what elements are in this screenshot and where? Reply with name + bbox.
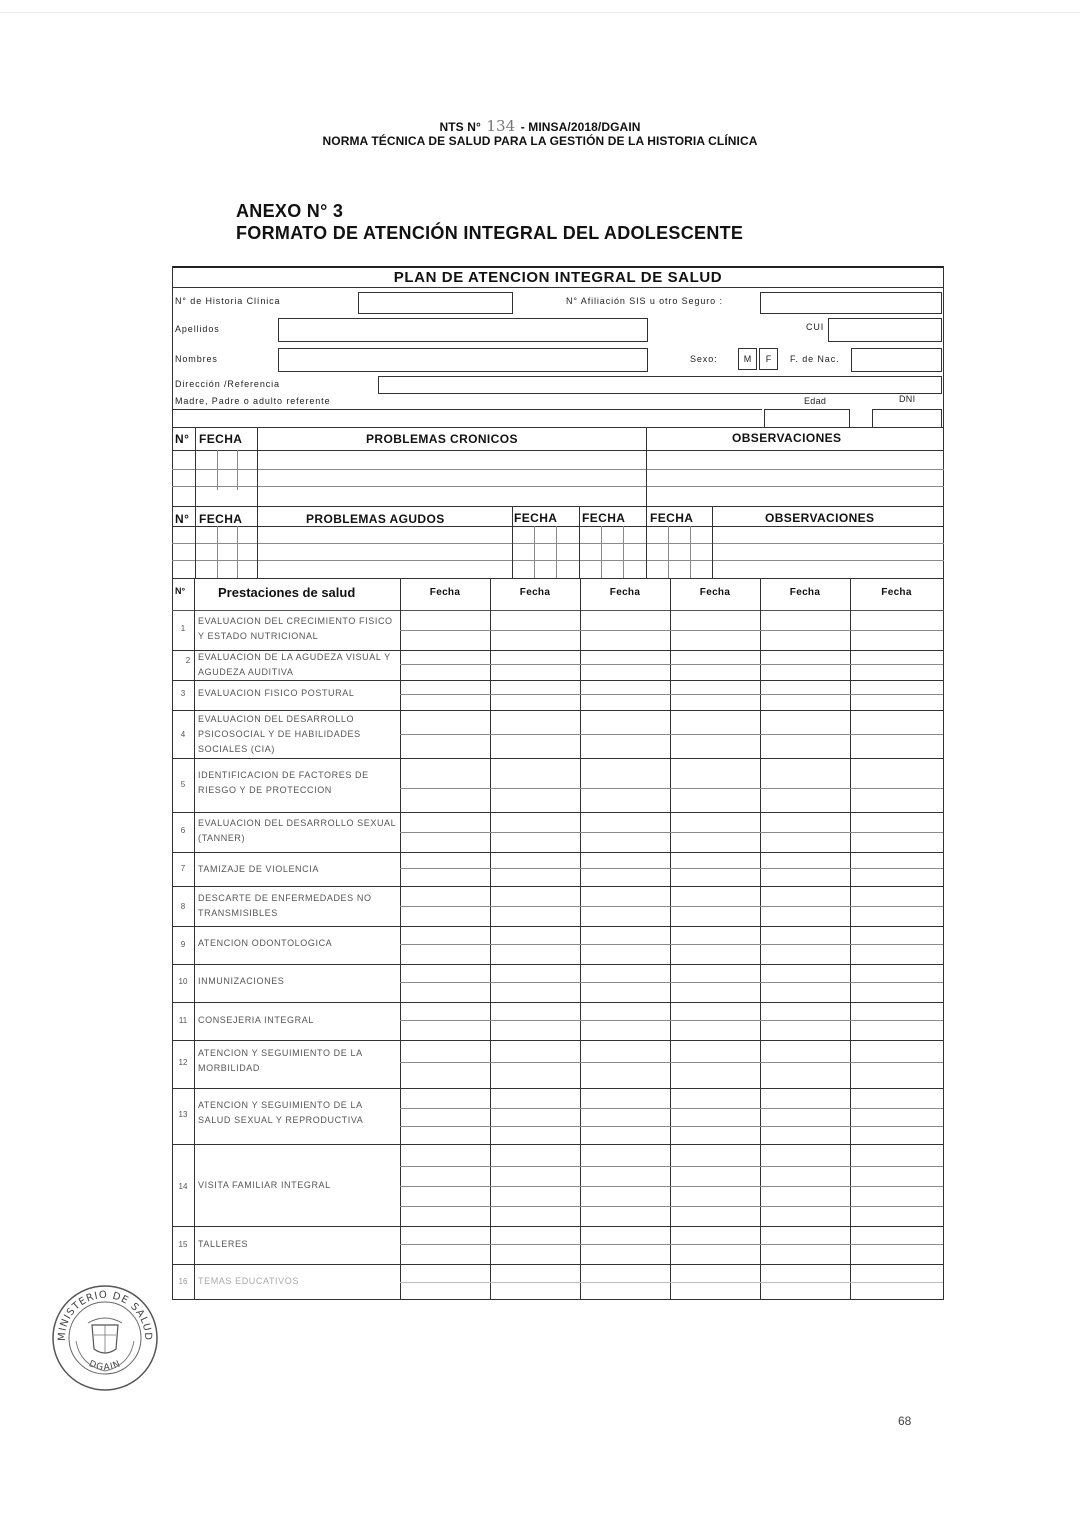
agudos-col-line <box>257 506 258 578</box>
frame-bottom <box>172 1299 944 1300</box>
service-label: EVALUACION DEL DESARROLLO PSICOSOCIAL Y DE HABILIDADES SOCIALES (CIA) <box>198 714 361 754</box>
agudos-fecha2-header: FECHA <box>514 511 558 525</box>
date-header-1: Fecha <box>429 587 461 598</box>
fecha-nac-input[interactable] <box>851 348 942 372</box>
norm-number-handwritten: 134 <box>486 117 516 135</box>
service-label: TALLERES <box>198 1239 249 1249</box>
referente-line <box>172 409 762 410</box>
agudos-header-line <box>172 526 944 527</box>
agudos-observaciones-header: OBSERVACIONES <box>765 511 875 525</box>
cronicos-date-tick <box>217 450 218 490</box>
date-header-5: Fecha <box>789 587 821 598</box>
prestaciones-num-col-line <box>194 578 195 1300</box>
prestaciones-date-col-line <box>580 578 581 1300</box>
cronicos-header-line <box>172 450 944 451</box>
direccion-input[interactable] <box>378 376 942 394</box>
service-number: 10 <box>178 977 188 986</box>
agudos-col-line <box>712 506 713 578</box>
seal-wreath <box>88 1318 122 1323</box>
service-number: 7 <box>180 864 186 873</box>
sexo-f-label: F <box>765 354 772 364</box>
service-subline <box>400 1282 943 1283</box>
service-row-line <box>172 852 944 853</box>
service-label: EVALUACION DE LA AGUDEZA VISUAL Y AGUDEZA AUDITIVA <box>198 652 391 677</box>
service-label: ATENCION Y SEGUIMIENTO DE LA MORBILIDAD <box>198 1048 363 1073</box>
cronicos-row-line <box>172 469 944 470</box>
direccion-label: Dirección /Referencia <box>175 379 280 389</box>
service-number: 12 <box>178 1058 188 1067</box>
page-number: 68 <box>898 1414 912 1428</box>
cronicos-num-header: N° <box>175 432 190 446</box>
afiliacion-input[interactable] <box>760 292 942 314</box>
service-subline <box>400 1062 943 1063</box>
cronicos-problemas-header: PROBLEMAS CRONICOS <box>366 432 518 446</box>
cronicos-col-line <box>195 427 196 507</box>
service-row-line <box>172 1040 944 1041</box>
service-number: 6 <box>180 826 186 835</box>
prestaciones-header-line <box>172 610 944 611</box>
prestaciones-header: Prestaciones de salud <box>218 585 356 600</box>
cronicos-col-line <box>257 427 258 507</box>
service-subline <box>400 982 943 983</box>
agudos-date-tick <box>623 526 624 578</box>
service-number: 14 <box>178 1182 188 1191</box>
service-subline <box>400 734 943 735</box>
cronicos-col-line <box>646 427 647 507</box>
agudos-fecha3-header: FECHA <box>582 511 626 525</box>
service-label: EVALUACION FISICO POSTURAL <box>198 688 355 698</box>
service-label: VISITA FAMILIAR INTEGRAL <box>198 1180 331 1190</box>
referente-label: Madre, Padre o adulto referente <box>175 396 331 406</box>
seal-shield-divider <box>94 1325 116 1353</box>
agudos-date-tick <box>534 526 535 578</box>
service-subline <box>400 832 943 833</box>
service-row-line <box>172 926 944 927</box>
norm-prefix: NTS N° <box>439 120 481 134</box>
agudos-col-line <box>579 506 580 578</box>
service-row-line <box>172 1002 944 1003</box>
service-subline <box>400 1126 943 1127</box>
norm-title: NORMA TÉCNICA DE SALUD PARA LA GESTIÓN DE LA HISTORIA CLÍNICA <box>322 134 758 148</box>
service-number: 1 <box>180 624 186 633</box>
service-subline <box>400 1108 943 1109</box>
service-number: 4 <box>180 730 186 739</box>
service-number: 9 <box>180 940 186 949</box>
service-number: 3 <box>180 689 186 698</box>
cronicos-bottom-line <box>172 506 944 507</box>
service-row-line <box>172 964 944 965</box>
agudos-row-line <box>172 543 944 544</box>
service-subline <box>400 906 943 907</box>
sexo-label: Sexo: <box>690 354 718 364</box>
ministry-seal <box>50 1283 160 1393</box>
cronicos-row-line <box>172 486 944 487</box>
service-row-line <box>172 1088 944 1089</box>
service-subline <box>400 1244 943 1245</box>
service-subline <box>400 694 943 695</box>
date-header-6: Fecha <box>881 587 912 598</box>
agudos-date-tick <box>668 526 669 578</box>
service-subline <box>400 1166 943 1167</box>
scan-edge <box>0 12 1080 13</box>
service-label: INMUNIZACIONES <box>198 976 285 986</box>
fecha-nac-label: F. de Nac. <box>790 354 840 364</box>
form-title: PLAN DE ATENCION INTEGRAL DE SALUD <box>393 269 723 286</box>
cronicos-observaciones-header: OBSERVACIONES <box>732 431 842 445</box>
service-row-line <box>172 886 944 887</box>
service-number: 2 <box>185 656 191 665</box>
service-row-line <box>172 758 944 759</box>
service-row-line <box>172 710 944 711</box>
nombres-label: Nombres <box>175 354 218 364</box>
agudos-bottom-line <box>172 578 944 579</box>
norm-suffix: - MINSA/2018/DGAIN <box>520 120 641 134</box>
service-number: 11 <box>178 1016 188 1025</box>
norm-reference <box>0 117 1080 135</box>
agudos-problemas-header: PROBLEMAS AGUDOS <box>306 512 445 526</box>
service-label: EVALUACION DEL CRECIMIENTO FISICO Y ESTADO NUTRICIONAL <box>198 616 393 641</box>
cronicos-date-tick <box>237 450 238 490</box>
frame-top <box>172 266 944 268</box>
edad-input[interactable] <box>764 409 850 428</box>
service-subline <box>400 868 943 869</box>
prestaciones-label-col-line <box>400 578 401 1300</box>
prestaciones-date-col-line <box>760 578 761 1300</box>
service-subline <box>400 788 943 789</box>
service-subline <box>400 1186 943 1187</box>
title-divider <box>172 287 944 288</box>
date-header-4: Fecha <box>699 587 731 598</box>
agudos-date-tick <box>217 526 218 578</box>
dni-label: DNI <box>899 394 916 404</box>
annex-title: FORMATO DE ATENCIÓN INTEGRAL DEL ADOLESCENTE <box>236 223 744 243</box>
service-row-line <box>172 1264 944 1265</box>
service-row-line <box>172 680 944 681</box>
apellidos-label: Apellidos <box>175 324 220 334</box>
apellidos-input[interactable] <box>278 318 648 342</box>
cui-label: CUI <box>806 322 825 332</box>
service-number: 16 <box>178 1277 188 1286</box>
agudos-col-line <box>646 506 647 578</box>
afiliacion-label: N° Afiliación SIS u otro Seguro : <box>566 296 723 306</box>
service-label: DESCARTE DE ENFERMEDADES NO TRANSMISIBLES <box>198 893 372 918</box>
service-label: TEMAS EDUCATIVOS <box>198 1276 299 1286</box>
seal-text-bottom: DGAIN <box>87 1359 123 1374</box>
service-label: ATENCION ODONTOLOGICA <box>198 938 333 948</box>
service-subline <box>400 664 943 665</box>
historia-clinica-input[interactable] <box>358 292 513 314</box>
service-row-line <box>172 1226 944 1227</box>
service-label: EVALUACION DEL DESARROLLO SEXUAL (TANNER) <box>198 818 396 843</box>
care-plan-form <box>172 266 944 1301</box>
service-number: 5 <box>180 780 186 789</box>
cronicos-fecha-header: FECHA <box>199 432 243 446</box>
service-subline <box>400 630 943 631</box>
agudos-col-line <box>195 506 196 578</box>
agudos-date-tick <box>601 526 602 578</box>
seal-text-top: MINISTERIO DE SALUD <box>56 1289 154 1342</box>
dni-input[interactable] <box>872 409 942 428</box>
historia-clinica-label: N° de Historia Clínica <box>175 296 281 306</box>
service-number: 13 <box>178 1110 188 1119</box>
service-subline <box>400 944 943 945</box>
service-label: CONSEJERIA INTEGRAL <box>198 1015 314 1025</box>
service-number: 8 <box>180 902 186 911</box>
service-subline <box>400 1020 943 1021</box>
cui-input[interactable] <box>828 318 942 342</box>
agudos-fecha4-header: FECHA <box>650 511 694 525</box>
prestaciones-date-col-line <box>850 578 851 1300</box>
prestaciones-date-col-line <box>670 578 671 1300</box>
service-row-line <box>172 812 944 813</box>
patient-divider <box>172 427 944 428</box>
service-label: ATENCION Y SEGUIMIENTO DE LA SALUD SEXUAL Y REPRODUCTIVA <box>198 1100 364 1125</box>
date-header-2: Fecha <box>519 587 551 598</box>
annex-number: ANEXO N° 3 <box>236 201 344 221</box>
agudos-col-line <box>512 506 513 578</box>
agudos-num-header: N° <box>175 512 190 526</box>
agudos-date-tick <box>556 526 557 578</box>
service-subline <box>400 1206 943 1207</box>
service-number: 15 <box>178 1240 188 1249</box>
agudos-date-tick <box>237 526 238 578</box>
prestaciones-num-header: N° <box>175 586 186 596</box>
date-header-3: Fecha <box>609 587 641 598</box>
service-row-line <box>172 1144 944 1145</box>
service-label: TAMIZAJE DE VIOLENCIA <box>198 864 319 874</box>
service-label: IDENTIFICACION DE FACTORES DE RIESGO Y DE PROTECCION <box>198 770 369 795</box>
agudos-row-line <box>172 560 944 561</box>
prestaciones-date-col-line <box>490 578 491 1300</box>
edad-label: Edad <box>804 396 827 406</box>
agudos-fecha-header: FECHA <box>199 512 243 526</box>
agudos-date-tick <box>690 526 691 578</box>
sexo-m-label: M <box>743 354 752 364</box>
nombres-input[interactable] <box>278 348 648 372</box>
